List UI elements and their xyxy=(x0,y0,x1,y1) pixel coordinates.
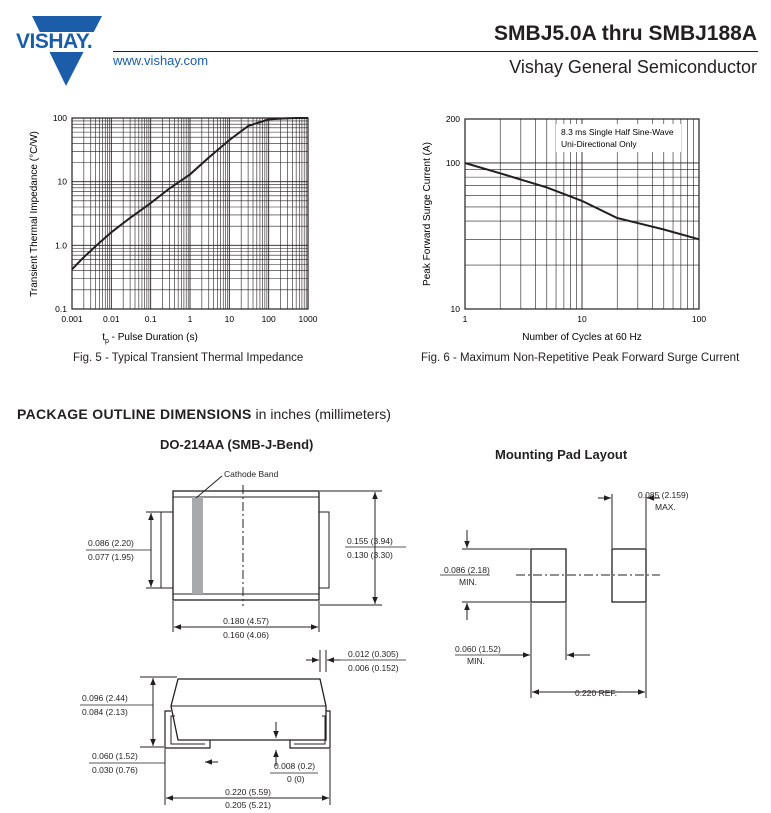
dim-overall-1: 0.220 (5.59) xyxy=(225,787,271,797)
dim-side-h-2: 0.084 (2.13) xyxy=(82,707,128,717)
fig6-x-tick-labels xyxy=(463,314,707,324)
fig6-x-axis-label: Number of Cycles at 60 Hz xyxy=(522,332,642,343)
dim-h-left-1: 0.086 (2.20) xyxy=(88,538,134,548)
x-tick-label: 100 xyxy=(261,314,276,324)
dim-standoff-2: 0 (0) xyxy=(287,774,305,784)
y-tick-label: 1.0 xyxy=(55,240,67,251)
y-tick-label: 200 xyxy=(445,114,460,124)
x-tick-label: 10 xyxy=(224,314,235,324)
x-tick-label: 0.1 xyxy=(144,314,157,324)
pad-height-label-2: MIN. xyxy=(459,577,477,587)
dim-lead-t-1: 0.012 (0.305) xyxy=(348,649,399,659)
cathode-band-label: Cathode Band xyxy=(224,469,279,479)
fig5-chart xyxy=(20,108,320,348)
fig5-y-tick-labels xyxy=(53,113,67,314)
package-title: DO-214AA (SMB-J-Bend) xyxy=(160,437,314,452)
cathode-band xyxy=(192,497,203,594)
dim-h-right-2: 0.130 (3.30) xyxy=(347,550,393,560)
y-tick-label: 100 xyxy=(445,157,460,168)
fig5-caption: Fig. 5 - Typical Transient Thermal Impedance xyxy=(73,352,304,364)
dim-w-2: 0.160 (4.06) xyxy=(223,630,269,640)
pad-height-label-1: 0.086 (2.18) xyxy=(444,565,490,575)
dim-side-h-1: 0.096 (2.44) xyxy=(82,693,128,703)
package-section-title-bold: PACKAGE OUTLINE DIMENSIONS xyxy=(17,406,252,422)
dim-h-right-1: 0.155 (3.94) xyxy=(347,536,393,546)
side-view-lead-left xyxy=(165,711,210,748)
package-section-title-units: in inches (millimeters) xyxy=(251,406,391,422)
logo-text: VISHAY. xyxy=(16,30,93,53)
dim-overall-2: 0.205 (5.21) xyxy=(225,800,271,810)
x-tick-label: 0.01 xyxy=(103,314,120,324)
dim-w-1: 0.180 (4.57) xyxy=(223,616,269,626)
dim-h-left-2: 0.077 (1.95) xyxy=(88,552,134,562)
fig6-annotation-line-1: 8.3 ms Single Half Sine-Wave xyxy=(561,127,674,137)
pad-width-label-1: 0.085 (2.159) xyxy=(638,490,689,500)
x-tick-label: 1000 xyxy=(298,314,318,324)
y-tick-label: 10 xyxy=(450,304,460,314)
side-view-body xyxy=(171,679,326,740)
fig6-y-tick-labels xyxy=(446,114,460,314)
x-tick-label: 100 xyxy=(691,314,707,324)
cathode-band-leader xyxy=(196,476,222,498)
mounting-pad-title: Mounting Pad Layout xyxy=(495,447,628,462)
package-section-title xyxy=(17,406,391,422)
pad-width-label-2: MAX. xyxy=(655,502,676,512)
x-tick-label: 10 xyxy=(577,314,587,324)
gap-label-2: MIN. xyxy=(467,656,485,666)
dim-foot-1: 0.060 (1.52) xyxy=(92,751,138,761)
ref-label: 0.220 REF. xyxy=(574,688,618,698)
x-tick-label: 1 xyxy=(187,314,193,324)
top-view-lead-right xyxy=(319,512,329,588)
fig5-x-tick-labels xyxy=(61,314,317,324)
fig5-y-axis-label: Transient Thermal Impedance (°C/W) xyxy=(29,131,40,297)
top-view-lead-left xyxy=(161,512,173,588)
x-tick-label: 0.001 xyxy=(61,314,83,324)
fig5-x-axis-label: $t_p$ - Pulse Duration (s) xyxy=(102,332,198,345)
dim-foot-2: 0.030 (0.76) xyxy=(92,765,138,775)
package-drawings xyxy=(0,460,771,813)
fig6-y-axis-label: Peak Forward Surge Current (A) xyxy=(422,142,433,286)
header-rule xyxy=(113,51,758,52)
fig6-caption: Fig. 6 - Maximum Non-Repetitive Peak Forward Surge Current xyxy=(421,352,740,364)
dim-standoff-1: 0.008 (0.2) xyxy=(274,761,316,771)
document-subtitle: Vishay General Semiconductor xyxy=(509,57,757,77)
document-title: SMBJ5.0A thru SMBJ188A xyxy=(494,22,757,45)
x-tick-label: 1 xyxy=(462,314,468,324)
fig5-grid xyxy=(72,118,308,309)
y-tick-label: 0.1 xyxy=(55,304,67,314)
gap-label-1: 0.060 (1.52) xyxy=(455,644,501,654)
y-tick-label: 10 xyxy=(57,176,67,187)
vishay-url[interactable]: www.vishay.com xyxy=(113,53,209,68)
fig6-annotation-line-2: Uni-Directional Only xyxy=(561,139,637,149)
fig6-chart xyxy=(415,108,715,348)
dim-lead-t-2: 0.006 (0.152) xyxy=(348,663,399,673)
side-view-lead-right xyxy=(290,711,330,748)
y-tick-label: 100 xyxy=(52,113,67,123)
